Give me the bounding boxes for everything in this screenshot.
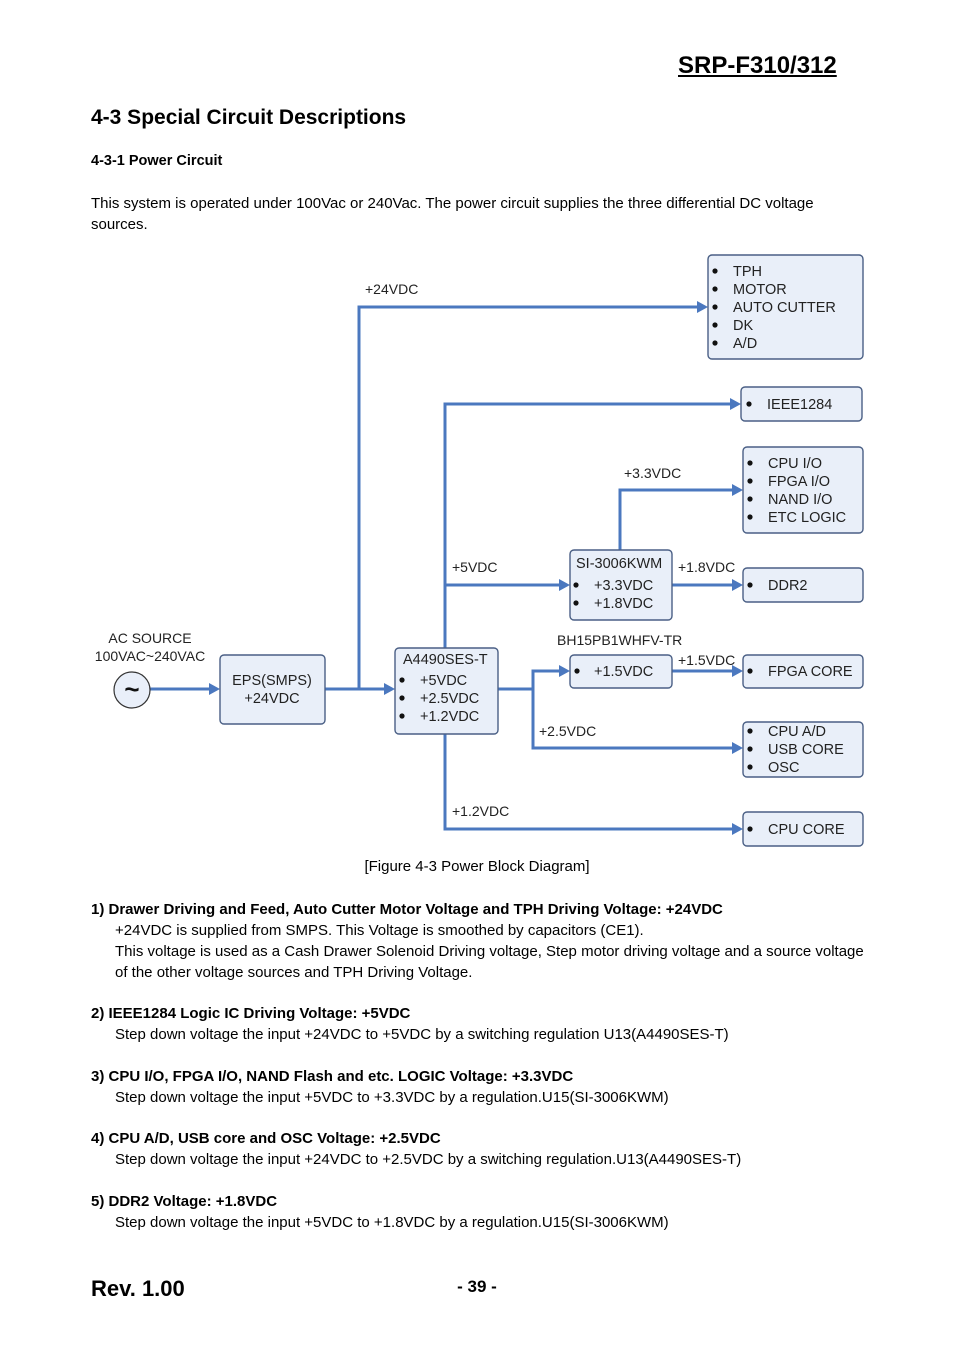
load-dk: DK [733,318,754,334]
item-3-heading: 3) CPU I/O, FPGA I/O, NAND Flash and etc. LOGIC Voltage: +3.3VDC [91,1068,574,1085]
load-block-tph [708,255,863,359]
label-3v3dc: +3.3VDC [624,465,682,481]
load-motor: MOTOR [733,282,787,298]
subsection-title: 4-3-1 Power Circuit [91,153,223,169]
load-fpga-io: FPGA I/O [768,474,831,490]
bh15-title: BH15PB1WHFV-TR [557,632,683,648]
load-ad: A/D [733,336,758,352]
intro-paragraph: This system is operated under 100Vac or 240Vac. The power circuit supplies the three differential DC voltage sources. [91,195,814,233]
load-cpu-ad: CPU A/D [768,724,827,740]
document-code: SRP-F310/312 [678,52,837,79]
load-usb-core: USB CORE [768,742,844,758]
load-ieee1284: IEEE1284 [767,397,833,413]
si3006-title: SI-3006KWM [576,556,663,572]
bh15-regulator-block [570,655,672,688]
load-nand-io: NAND I/O [768,492,833,508]
label-1v5dc: +1.5VDC [678,652,736,668]
eps-smps-block [220,655,325,724]
item-1-line-2: This voltage is used as a Cash Drawer Solenoid Driving voltage, Step motor driving voltage and a source voltage of the other voltage sources and TPH Driving Voltage. [115,943,864,981]
item-5-line-1: Step down voltage the input +5VDC to +1.8VDC by a regulation.U15(SI-3006KWM) [115,1214,669,1231]
item-1-heading: 1) Drawer Driving and Feed, Auto Cutter Motor Voltage and TPH Driving Voltage: +24VDC [91,901,723,918]
a4490-output-1v2: +1.2VDC [420,709,480,725]
label-5vdc: +5VDC [452,559,498,575]
load-cpu-core: CPU CORE [768,822,845,838]
page-number: - 39 - [457,1277,497,1296]
item-1-line-1: +24VDC is supplied from SMPS. This Voltage is smoothed by capacitors (CE1). [115,922,644,939]
si3006-output-3v3: +3.3VDC [594,578,654,594]
load-osc: OSC [768,760,800,776]
bh15-output-1v5: +1.5VDC [594,664,654,680]
label-1v8dc: +1.8VDC [678,559,736,575]
load-block-fpga-core [743,655,863,688]
label-1v2dc: +1.2VDC [452,803,510,819]
load-block-ieee1284 [741,387,862,421]
load-block-cpu-ad [743,722,863,777]
item-4-line-1: Step down voltage the input +24VDC to +2.5VDC by a switching regulation.U13(A4490SES-T) [115,1151,742,1168]
item-3-line-1: Step down voltage the input +5VDC to +3.3VDC by a regulation.U15(SI-3006KWM) [115,1089,669,1106]
item-5-heading: 5) DDR2 Voltage: +1.8VDC [91,1193,278,1210]
a4490-regulator-block [395,648,498,734]
si3006-regulator-block [570,550,672,620]
label-2v5dc: +2.5VDC [539,723,597,739]
section-title: 4-3 Special Circuit Descriptions [91,106,407,129]
item-2-line-1: Step down voltage the input +24VDC to +5VDC by a switching regulation U13(A4490SES-T) [115,1026,729,1043]
si3006-output-1v8: +1.8VDC [594,596,654,612]
a4490-output-2v5: +2.5VDC [420,691,480,707]
eps-title: EPS(SMPS) [232,673,312,689]
description-item-2 [91,1003,871,1045]
ac-source-range: 100VAC~240VAC [94,648,206,664]
ac-source-label: AC SOURCE [108,630,192,646]
item-2-heading: 2) IEEE1284 Logic IC Driving Voltage: +5VDC [91,1005,411,1022]
revision-label: Rev. 1.00 [91,1276,185,1301]
description-item-4 [91,1128,871,1170]
load-auto-cutter: AUTO CUTTER [733,300,836,316]
figure-caption: [Figure 4-3 Power Block Diagram] [364,858,590,875]
a4490-output-5v: +5VDC [420,673,468,689]
load-ddr2: DDR2 [768,578,808,594]
a4490-title: A4490SES-T [403,652,488,668]
label-24vdc: +24VDC [365,281,419,297]
load-block-cpu-core [743,812,863,846]
load-fpga-core: FPGA CORE [768,664,853,680]
eps-output: +24VDC [244,691,300,707]
load-tph: TPH [733,264,762,280]
load-block-logic [743,447,863,533]
load-etc-logic: ETC LOGIC [768,510,847,526]
item-4-heading: 4) CPU A/D, USB core and OSC Voltage: +2.5VDC [91,1130,441,1147]
description-item-1 [91,899,871,983]
load-block-ddr2 [743,568,863,602]
description-item-5 [91,1191,871,1233]
ac-tilde-glyph: ~ [124,674,140,704]
load-cpu-io: CPU I/O [768,456,822,472]
ac-source [95,630,205,708]
description-item-3 [91,1066,871,1108]
